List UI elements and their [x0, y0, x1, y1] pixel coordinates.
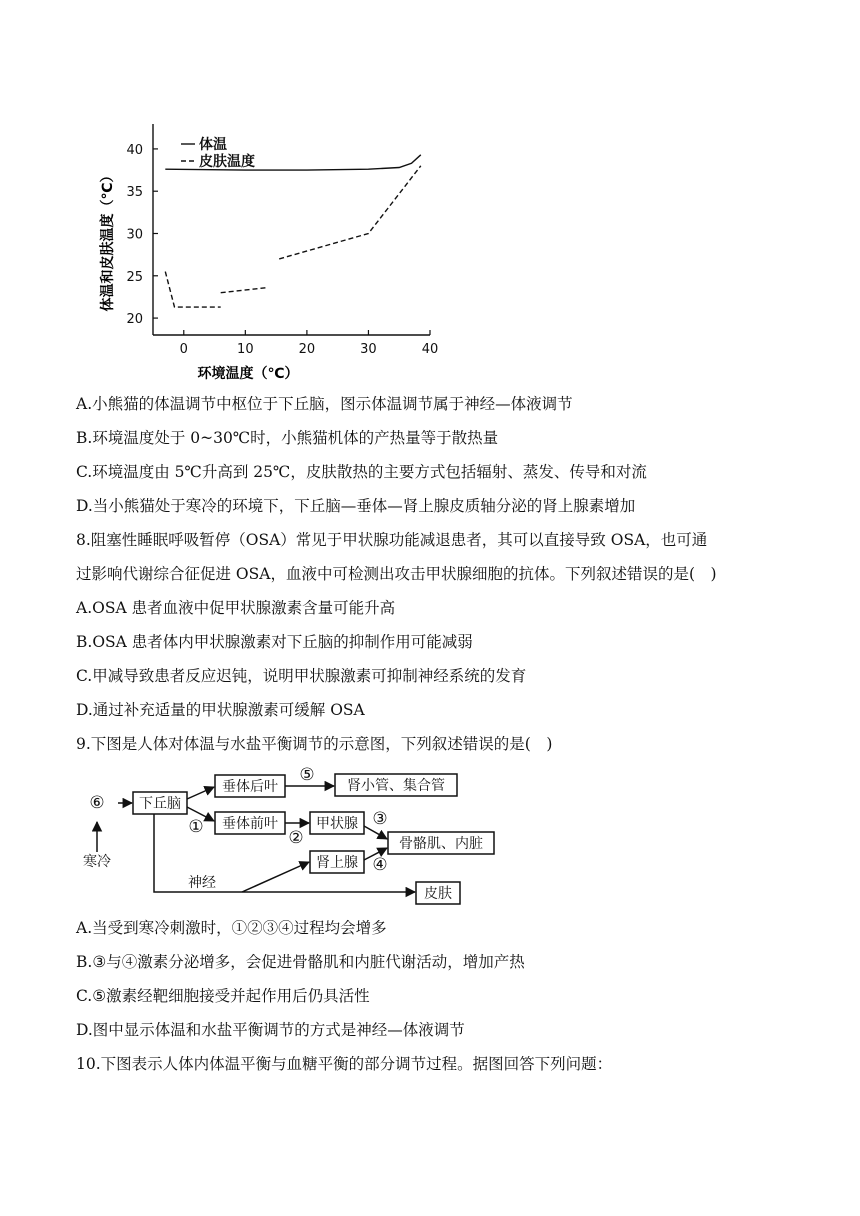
q8-option-a: A.OSA 患者血液中促甲状腺激素含量可能升高: [76, 599, 396, 617]
q9-stem: 9.下图是人体对体温与水盐平衡调节的示意图，下列叙述错误的是( ): [76, 735, 553, 753]
regulation-diagram: [70, 762, 483, 910]
posterior-pituitary-label: 垂体后叶: [222, 779, 278, 795]
marker-3: ③: [372, 809, 388, 829]
nerve-label: 神经: [188, 875, 216, 891]
y-tick-label-1: 25: [126, 269, 143, 285]
hypothalamus-label: 下丘脑: [139, 796, 181, 812]
x-tick-label-1: 10: [237, 342, 254, 357]
y-tick-label-2: 30: [126, 227, 143, 243]
q7-option-d: D.当小熊猫处于寒冷的环境下，下丘脑—垂体—肾上腺皮质轴分泌的肾上腺素增加: [76, 497, 636, 515]
temperature-line-chart: [90, 120, 440, 385]
x-axis-label: 环境温度（℃）: [197, 366, 299, 382]
q8-option-d: D.通过补充适量的甲状腺激素可缓解 OSA: [76, 701, 365, 719]
anterior-pituitary-label: 垂体前叶: [222, 816, 278, 832]
x-tick-label-0: 0: [179, 342, 188, 357]
q9-option-c: C.⑤激素经靶细胞接受并起作用后仍具活性: [76, 987, 370, 1005]
q9-option-a: A.当受到寒冷刺激时，①②③④过程均会增多: [76, 919, 387, 937]
y-axis-label: 体温和皮肤温度（℃）: [100, 168, 116, 312]
legend-label-0: 体温: [199, 137, 227, 153]
adrenal-label: 肾上腺: [316, 855, 358, 871]
q8-stem-line2: 过影响代谢综合征促进 OSA，血液中可检测出攻击甲状腺细胞的抗体。下列叙述错误的是( ): [76, 565, 717, 583]
marker-5: ⑤: [299, 765, 315, 785]
skin-label: 皮肤: [424, 886, 452, 902]
x-tick-label-4: 40: [421, 342, 439, 357]
series-1-segment-2: [279, 166, 421, 259]
thyroid-label: 甲状腺: [316, 816, 358, 832]
y-tick-label-3: 35: [126, 185, 143, 201]
q10-stem: 10.下图表示人体内体温平衡与血糖平衡的部分调节过程。据图回答下列问题：: [76, 1055, 613, 1073]
y-tick-label-4: 40: [126, 142, 143, 158]
q8-option-c: C.甲减导致患者反应迟钝，说明甲状腺激素可抑制神经系统的发育: [76, 667, 527, 685]
marker-4: ④: [372, 855, 388, 875]
marker-2: ②: [288, 828, 304, 848]
series-1-segment-0: [165, 272, 220, 308]
q8-stem-line1: 8.阻塞性睡眠呼吸暂停（OSA）常见于甲状腺功能减退患者，其可以直接导致 OSA，也可通: [76, 531, 708, 549]
x-tick-label-2: 20: [298, 342, 316, 357]
muscle-label: 骨骼肌、内脏: [399, 836, 483, 852]
q9-option-d: D.图中显示体温和水盐平衡调节的方式是神经—体液调节: [76, 1021, 465, 1039]
marker-6: ⑥: [89, 793, 105, 813]
q8-option-b: B.OSA 患者体内甲状腺激素对下丘脑的抑制作用可能减弱: [76, 633, 473, 651]
cold-label: 寒冷: [83, 854, 111, 870]
kidney-label: 肾小管、集合管: [347, 778, 445, 794]
legend-label-1: 皮肤温度: [199, 154, 255, 170]
x-tick-label-3: 30: [360, 342, 377, 357]
marker-1: ①: [188, 817, 204, 837]
q7-option-c: C.环境温度由 5℃升高到 25℃，皮肤散热的主要方式包括辐射、蒸发、传导和对流: [76, 463, 647, 481]
q7-option-b: B.环境温度处于 0~30℃时，小熊猫机体的产热量等于散热量: [76, 429, 499, 447]
q7-option-a: A.小熊猫的体温调节中枢位于下丘脑，图示体温调节属于神经—体液调节: [76, 395, 573, 413]
q9-option-b: B.③与④激素分泌增多，会促进骨骼肌和内脏代谢活动，增加产热: [76, 953, 525, 971]
y-tick-label-0: 20: [126, 312, 143, 328]
series-1-segment-1: [221, 288, 267, 293]
